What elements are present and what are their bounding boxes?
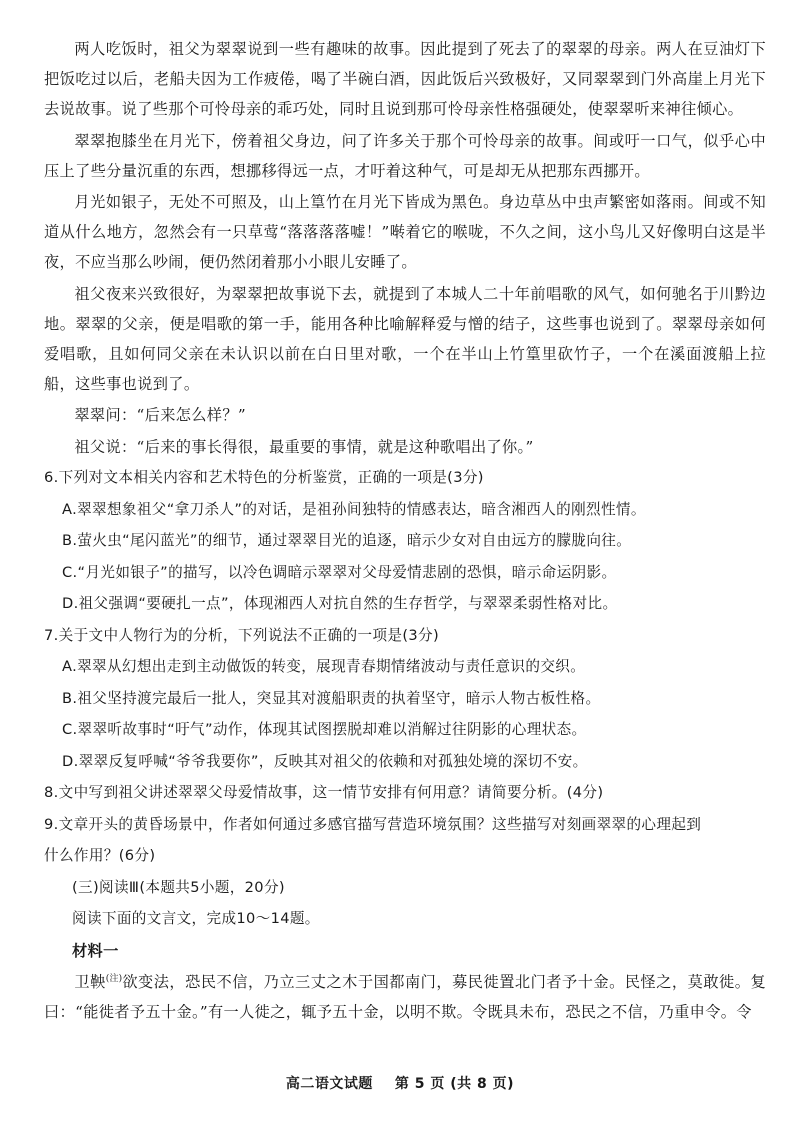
footnote-marker: (注)	[105, 974, 123, 984]
section-3-instruction: 阅读下面的文言文，完成10～14题。	[72, 910, 320, 927]
page-content	[44, 34, 766, 1029]
classical-body: 欲变法，恐民不信，乃立三丈之木于国都南门，募民徙置北门者予十金。民怪之，莫敢徙。复曰：“能徙者予五十金。”有一人徙之，辄予五十金，以明不欺。令既具未布，恐民之不信，乃重申令。令	[44, 973, 766, 1021]
question-7-option-d: D.翠翠反复呼喊“爷爷我要你”，反映其对祖父的依赖和对孤独处境的深切不安。	[62, 752, 588, 770]
question-6-option-d: D.祖父强调“要硬扎一点”，体现湘西人对抗自然的生存哲学，与翠翠柔弱性格对比。	[62, 595, 618, 612]
passage-paragraph-3: 月光如银子，无处不可照及，山上篁竹在月光下皆成为黑色。身边草丛中虫声繁密如落雨。间或不知道从什么地方，忽然会有一只草莺“落落落落嘘！”啭着它的喉咙，不久之间，这小鸟儿又好像明白这是半夜，不应当那么吵闹，便仍然闭着那小小眼儿安睡了。	[44, 193, 766, 271]
question-7-option-a: A.翠翠从幻想出走到主动做饭的转变，展现青春期情绪波动与责任意识的交织。	[62, 658, 586, 675]
passage-paragraph-2: 翠翠抱膝坐在月光下，傍着祖父身边，问了许多关于那个可怜母亲的故事。间或吁一口气，似乎心中压上了些分量沉重的东西，想挪移得远一点，才吁着这种气，可是却无从把那东西挪开。	[44, 131, 766, 180]
question-9-line-2: 什么作用？(6分)	[44, 847, 156, 864]
passage-paragraph-6: 祖父说：“后来的事长得很，最重要的事情，就是这种歌唱出了你。”	[74, 437, 534, 456]
question-7-option-c: C.翠翠听故事时“吁气”动作，体现其试图摆脱却难以消解过往阴影的心理状态。	[62, 721, 587, 738]
question-7-option-b: B.祖父坚持渡完最后一批人，突显其对渡船职责的执着坚守，暗示人物古板性格。	[62, 689, 601, 707]
passage-paragraph-4: 祖父夜来兴致很好，为翠翠把故事说下去，就提到了本城人二十年前唱歌的风气，如何驰名于川黔边地。翠翠的父亲，便是唱歌的第一手，能用各种比喻解释爱与憎的结子，这些事也说到了。翠翠母亲如何爱唱歌，且如何同父亲在未认识以前在白日里对歌，一个在半山上竹篁里砍竹子，一个在溪面渡船上拉船，这些事也说到了。	[44, 284, 766, 393]
classical-name: 卫鞅	[74, 973, 106, 991]
passage-paragraph-5: 翠翠问：“后来怎么样？”	[74, 406, 246, 424]
passage-paragraph-1: 两人吃饭时，祖父为翠翠说到一些有趣味的故事。因此提到了死去了的翠翠的母亲。两人在豆油灯下把饭吃过以后，老船夫因为工作疲倦，喝了半碗白酒，因此饭后兴致极好，又同翠翠到门外高崖上月光下去说故事。说了些那个可怜母亲的乖巧处，同时且说到那可怜母亲性格强硬处，使翠翠听来神往倾心。	[44, 40, 766, 118]
footer-subject: 高二语文试题	[285, 1076, 373, 1092]
question-6-option-c: C.“月光如银子”的描写，以冷色调暗示翠翠对父母爱情悲剧的恐惧，暗示命运阴影。	[62, 563, 617, 581]
footer-page-number: 第 5 页 (共 8 页)	[394, 1076, 515, 1092]
question-8: 8.文中写到祖父讲述翠翠父母爱情故事，这一情节安排有何用意？请简要分析。(4分)	[44, 784, 604, 801]
question-9-line-1: 9.文章开头的黄昏场景中，作者如何通过多感官描写营造环境氛围？这些描写对刻画翠翠的心理起到	[44, 815, 702, 833]
question-6-option-b: B.萤火虫“尾闪蓝光”的细节，通过翠翠目光的追逐，暗示少女对自由远方的朦胧向往。	[62, 532, 632, 549]
question-6-option-a: A.翠翠想象祖父“拿刀杀人”的对话，是祖孙间独特的情感表达，暗含湘西人的刚烈性情。	[62, 500, 646, 518]
classical-text	[44, 967, 766, 1027]
question-6-stem: 6.下列对文本相关内容和艺术特色的分析鉴赏，正确的一项是(3分)	[44, 469, 484, 486]
section-3-heading: (三)阅读Ⅲ(本题共5小题，20分)	[72, 878, 285, 896]
page-footer	[0, 1073, 800, 1093]
material-1-title: 材料一	[72, 941, 119, 960]
question-7-stem: 7.关于文中人物行为的分析，下列说法不正确的一项是(3分)	[44, 626, 439, 644]
